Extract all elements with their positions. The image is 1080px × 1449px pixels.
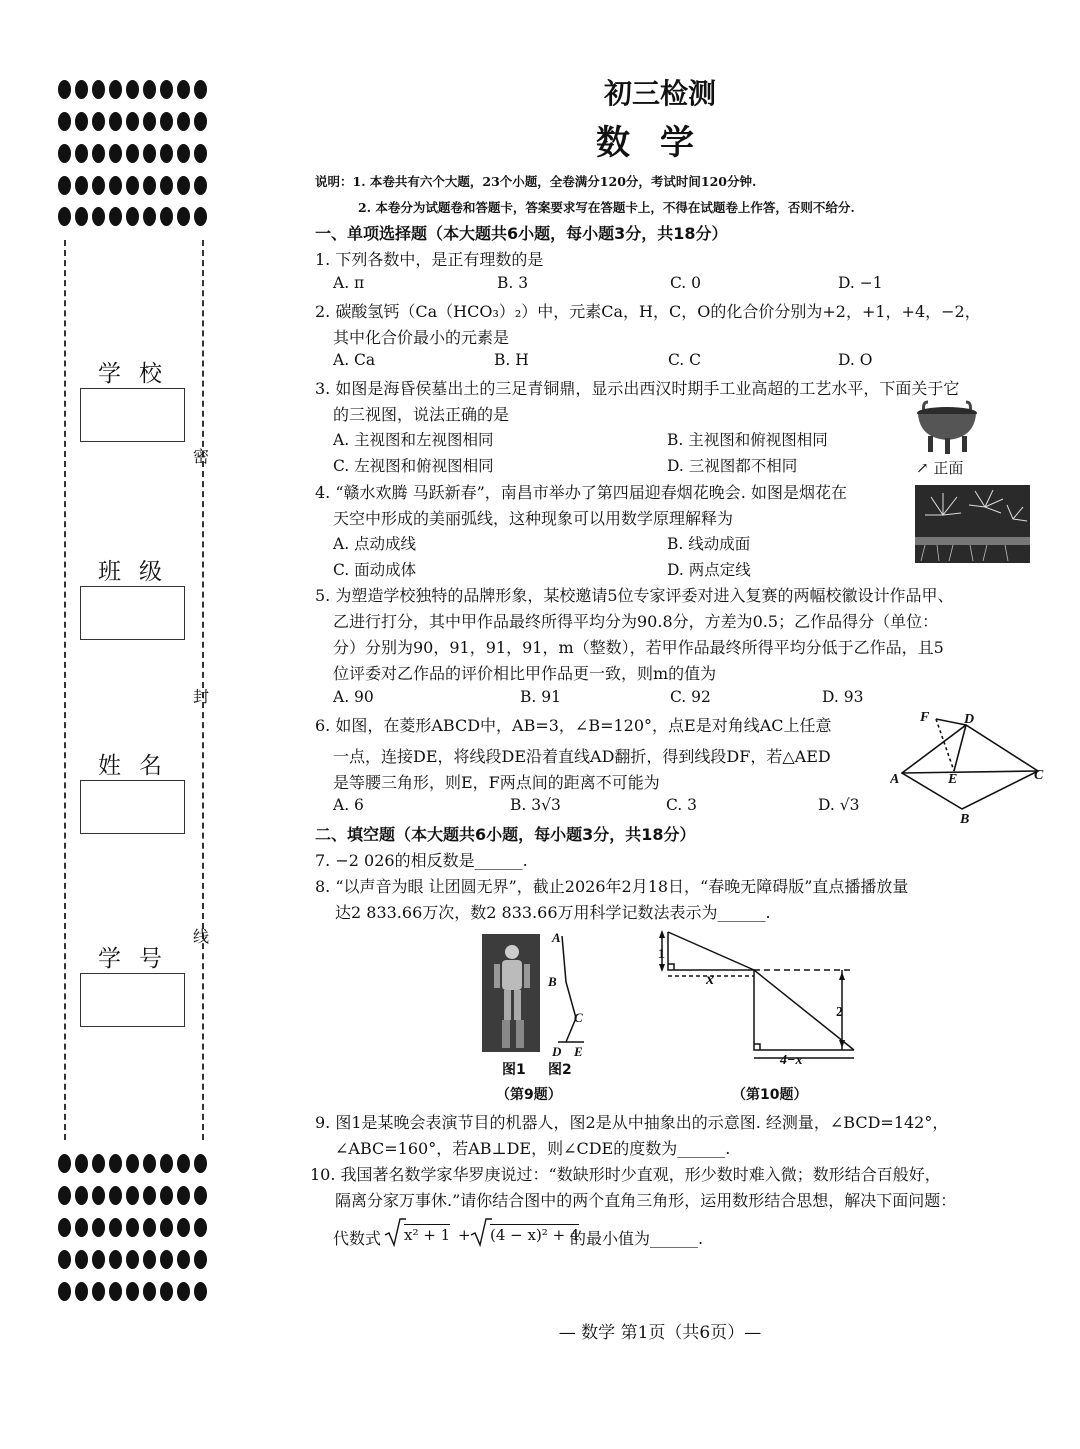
- q6-option-a: A. 6: [333, 796, 364, 814]
- robot-abstract-diagram: [544, 926, 594, 1060]
- binding-dashed-line-left: [64, 240, 66, 1140]
- dot-row: [58, 207, 207, 226]
- q1-stem: 1. 下列各数中，是正有理数的是: [315, 250, 544, 269]
- q1-option-c: C. 0: [670, 274, 702, 292]
- seal-char-xian: 线: [193, 927, 210, 946]
- q3-option-d: D. 三视图都不相同: [667, 457, 798, 475]
- dot-row: [58, 1218, 207, 1237]
- q2-option-c: C. C: [668, 351, 702, 369]
- sqrt-expression-1: x² + 1: [404, 1226, 451, 1244]
- point-label-b: B: [960, 812, 970, 825]
- q3-option-b: B. 主视图和俯视图相同: [667, 431, 828, 449]
- bronze-cauldron-image: [912, 398, 982, 454]
- point-label-a: A: [552, 930, 561, 945]
- page-footer: — 数学 第1页（共6页）—: [558, 1323, 762, 1343]
- length-label-2: 2: [836, 1005, 843, 1020]
- q5-option-c: C. 92: [670, 688, 711, 706]
- q2-stem-line1: 2. 碳酸氢钙（Ca（HCO₃）₂）中，元素Ca，H，C，O的化合价分别为+2，+1，+4，−2，: [315, 302, 981, 321]
- point-label-c: C: [1034, 768, 1044, 783]
- dot-row: [58, 176, 207, 195]
- point-label-d: D: [552, 1044, 562, 1059]
- q5-stem-line1: 5. 为塑造学校独特的品牌形象，某校邀请5位专家评委对进入复赛的两幅校徽设计作品甲、: [315, 586, 954, 605]
- q1-option-a: A. π: [333, 274, 365, 292]
- front-view-text: 正面: [933, 459, 964, 477]
- q1-option-b: B. 3: [497, 274, 529, 292]
- q9-stem-line1: 9. 图1是某晚会表演节目的机器人，图2是从中抽象出的示意图. 经测量，∠BCD=142°，: [315, 1113, 949, 1132]
- length-label-4-minus-x: 4−x: [780, 1053, 803, 1066]
- figure-2-label: 图2: [548, 1062, 572, 1078]
- figure-1-label: 图1: [502, 1062, 526, 1078]
- section-heading-1: 一、单项选择题（本大题共6小题，每小题3分，共18分）: [315, 224, 728, 243]
- q5-stem-line4: 位评委对乙作品的评价相比甲作品更一致，则m的值为: [333, 664, 717, 683]
- dot-row: [58, 1250, 207, 1269]
- sqrt-expression-2: (4 − x)² + 4: [490, 1226, 580, 1244]
- q2-option-d: D. O: [838, 351, 873, 369]
- sqrt-sign-icon: [384, 1217, 406, 1247]
- point-label-e: E: [948, 772, 958, 787]
- q4-option-c: C. 面动成体: [333, 561, 417, 579]
- q4-option-d: D. 两点定线: [667, 561, 751, 579]
- q2-option-b: B. H: [494, 351, 529, 369]
- name-field[interactable]: [80, 780, 185, 834]
- q6-stem-line3: 是等腰三角形，则E，F两点间的距离不可能为: [333, 773, 660, 792]
- q10-stem-line1: 10. 我国著名数学家华罗庚说过：“数缺形时少直观，形少数时难入微；数形结合百般好，: [310, 1165, 941, 1184]
- q6-stem-line2: 一点，连接DE，将线段DE沿着直线AD翻折，得到线段DF，若△AED: [333, 747, 831, 766]
- subject-title: 数学: [596, 123, 724, 163]
- dot-row: [58, 1154, 207, 1173]
- right-triangles-diagram: [650, 926, 870, 1066]
- q4-stem-line1: 4. “赣水欢腾 马跃新春”，南昌市举办了第四届迎春烟花晚会. 如图是烟花在: [315, 483, 847, 502]
- plus-sign: +: [458, 1226, 471, 1244]
- school-field[interactable]: [80, 388, 185, 442]
- student-id-field[interactable]: [80, 973, 185, 1027]
- figure-9-caption: （第9题）: [496, 1087, 562, 1103]
- q8-stem-line2: 达2 833.66万次，数2 833.66万用科学记数法表示为______.: [335, 903, 771, 922]
- q10-expression-prefix: 代数式: [333, 1229, 382, 1248]
- q7-stem: 7. −2 026的相反数是______.: [315, 851, 528, 870]
- q6-option-b: B. 3√3: [510, 796, 561, 814]
- q2-option-a: A. Ca: [333, 351, 376, 369]
- q1-option-d: D. −1: [838, 274, 883, 292]
- q5-option-a: A. 90: [333, 688, 374, 706]
- q4-option-a: A. 点动成线: [333, 535, 417, 553]
- point-label-a: A: [890, 772, 900, 787]
- instruction-2: 2. 本卷分为试题卷和答题卡，答案要求写在答题卡上，不得在试题卷上作答，否则不给分.: [358, 200, 855, 215]
- q2-stem-line2: 其中化合价最小的元素是: [333, 328, 510, 347]
- dot-row: [58, 1186, 207, 1205]
- sqrt-sign-icon: [470, 1217, 492, 1247]
- robot-photo: [482, 934, 540, 1052]
- q4-option-b: B. 线动成面: [667, 535, 751, 553]
- q3-option-a: A. 主视图和左视图相同: [333, 431, 494, 449]
- q10-stem-line2: 隔离分家万事休.”请你结合图中的两个直角三角形，运用数形结合思想，解决下面问题：: [335, 1191, 957, 1210]
- student-id-label: 学号: [98, 946, 180, 972]
- q10-expression-suffix: 的最小值为______.: [570, 1229, 704, 1248]
- q6-stem-line1: 6. 如图，在菱形ABCD中，AB=3，∠B=120°，点E是对角线AC上任意: [315, 716, 832, 735]
- rhombus-diagram: [890, 705, 1050, 825]
- point-label-b: B: [548, 974, 557, 989]
- length-label-x: x: [706, 971, 714, 988]
- exam-title: 初三检测: [603, 77, 716, 110]
- dot-row: [58, 1282, 207, 1301]
- q8-stem-line1: 8. “以声音为眼 让团圆无界”，截止2026年2月18日，“春晚无障碍版”直点播播放量: [315, 877, 909, 896]
- section-heading-2: 二、填空题（本大题共6小题，每小题3分，共18分）: [315, 825, 696, 844]
- point-label-e: E: [574, 1044, 583, 1059]
- q9-stem-line2: ∠ABC=160°，若AB⊥DE，则∠CDE的度数为______.: [335, 1139, 731, 1158]
- q5-option-b: B. 91: [520, 688, 561, 706]
- point-label-d: D: [964, 712, 975, 727]
- name-label: 姓名: [98, 753, 180, 779]
- q6-option-c: C. 3: [666, 796, 698, 814]
- school-label: 学校: [98, 361, 180, 387]
- class-label: 班级: [98, 559, 180, 585]
- figure-10-caption: （第10题）: [732, 1087, 808, 1103]
- q6-option-d: D. √3: [818, 796, 860, 814]
- q3-stem-line2: 的三视图，说法正确的是: [333, 405, 510, 424]
- q5-stem-line3: 分）分别为90，91，91，91，m（整数），若甲作品最终所得平均分低于乙作品，且5: [333, 638, 944, 657]
- q3-option-c: C. 左视图和俯视图相同: [333, 457, 494, 475]
- class-field[interactable]: [80, 586, 185, 640]
- point-label-c: C: [574, 1010, 583, 1025]
- seal-char-feng: 封: [193, 687, 210, 706]
- instruction-1: 说明：1. 本卷共有六个大题，23个小题，全卷满分120分，考试时间120分钟.: [315, 174, 757, 189]
- q5-option-d: D. 93: [822, 688, 864, 706]
- length-label-1: 1: [658, 947, 665, 962]
- seal-char-mi: 密: [193, 447, 210, 466]
- fireworks-photo: [915, 485, 1030, 563]
- q3-stem-line1: 3. 如图是海昏侯墓出土的三足青铜鼎，显示出西汉时期手工业高超的工艺水平，下面关于它: [315, 379, 960, 398]
- q4-stem-line2: 天空中形成的美丽弧线，这种现象可以用数学原理解释为: [333, 509, 734, 528]
- front-arrow-icon: ↗: [916, 459, 929, 477]
- front-view-label: [916, 457, 963, 478]
- point-label-f: F: [920, 710, 930, 725]
- q5-stem-line2: 乙进行打分，其中甲作品最终所得平均分为90.8分，方差为0.5；乙作品得分（单位：: [333, 612, 939, 631]
